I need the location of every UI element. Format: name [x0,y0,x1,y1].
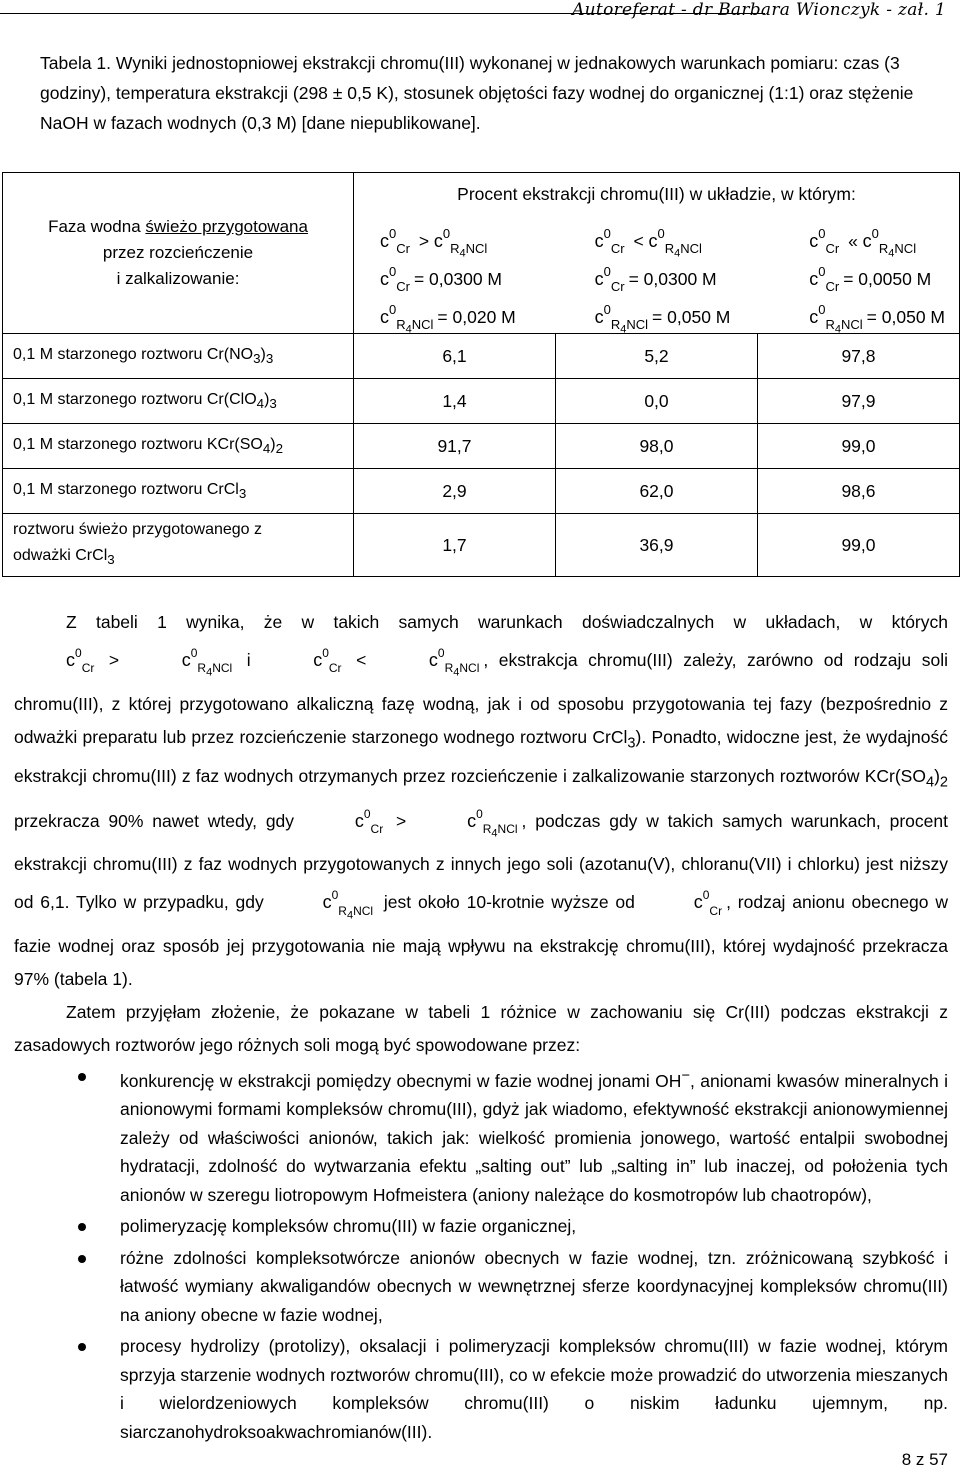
cond1c-cr: Cr [610,279,625,295]
p1-i: i [246,649,251,670]
p1-e: przekracza 90% nawet wtedy, gdy [14,810,295,831]
row-label-text: 0,1 M starzonego roztworu KCr(SO [13,435,263,453]
cond0d-zero: 0 [389,302,397,317]
cond1a-c-cr [595,222,625,261]
ic4a-r4ncl [338,903,374,922]
cond2a-zero: 0 [818,226,826,241]
ic1b-c-r4ncl [130,639,232,688]
row-label-mid: ) [270,435,276,453]
p1-a: Z tabeli 1 wynika, że w takich samych warunkach doświadczalnych w układach, w których [66,612,948,632]
bullet-text: konkurencję w ekstrakcji pomiędzy obecnymi w fazie wodnej jonami OH [120,1070,682,1091]
row-label-sub: 4 [256,396,265,412]
row-label-sub: 4 [262,441,271,457]
cond0d-r: R [396,317,406,333]
cond0d-four: 4 [405,323,412,336]
cond2c-c: c [809,268,819,289]
row-label-line1: roztworu świeżo przygotowanego z [13,520,263,538]
ic1b-r4ncl [197,661,233,679]
faza-underlined: świeżo przygotowana [145,217,308,236]
cond1d-r: R [610,317,621,333]
cond0b-c-r4ncl [434,222,487,266]
ic1b-c: c [181,649,191,670]
faza-header-cell [3,173,354,334]
cond2a-cr: Cr [825,241,840,257]
bullet-item [14,1062,948,1209]
row-label-text: odważki CrCl [13,546,108,564]
ic2-sign: < [345,649,377,670]
table-row [3,514,960,577]
formula-r4ncl [271,888,377,922]
cond0c-zero: 0 [389,264,397,279]
condition-2-cr-value: = 0,0300 M [628,268,717,289]
row-label [3,514,354,577]
row-label-sub2: 3 [269,396,277,412]
row-label-text: 0,1 M starzonego roztworu CrCl [13,480,239,498]
ic4a-c-r4ncl [271,881,373,930]
cond0d-ncl: NCl [411,317,434,333]
formula-gt-2 [303,806,522,840]
bullet-dot [78,1343,86,1351]
ic2b-four: 4 [453,666,460,679]
p1-h: , rodzaj anionu obecnego w fazie wodnej oraz sposób jej przygotowania nie mają wpływu na ekstrakcję chromu(III), której wydajność przekracza 97% (tabela 1). [14,892,948,990]
procent-header: Procent ekstrakcji chromu(III) w układzie, w którym: [354,173,960,216]
ic2a-zero: 0 [322,646,329,660]
bullet-item [14,1212,948,1241]
page-number: 8 z 57 [901,1450,948,1469]
cond0a-c-cr [380,222,410,261]
cond2b-c: c [862,230,872,251]
p1-g: jest około 10-krotnie wyższe od [383,892,635,913]
ic3a-zero: 0 [363,806,371,821]
row-value-3: 98,6 [757,469,959,514]
p1-sub2: 2 [939,774,948,791]
cond2c-cr: Cr [825,279,840,295]
bullet-item [14,1244,948,1330]
cond1d-four: 4 [620,323,627,336]
ic5a-c: c [693,892,703,913]
condition-1 [380,222,516,336]
ic1a-cr: Cr [81,661,95,676]
formula-ccr [642,888,726,918]
p1-d: ) [934,766,940,787]
cond0a-zero: 0 [389,226,397,241]
row-value-3: 99,0 [757,514,959,577]
row-label-line2 [13,543,353,573]
ic1a-zero: 0 [75,646,82,660]
row-label-mid: ) [264,390,270,408]
condition-2-sign: < [628,230,649,251]
cond0d-c: c [380,306,389,327]
ic2b-r: R [444,661,454,676]
cond1a-zero: 0 [603,226,611,241]
results-table [2,172,960,577]
row-label [3,379,354,424]
cond1c-zero: 0 [603,264,611,279]
ic1a-c: c [66,649,75,670]
row-value-1: 2,9 [354,469,556,514]
condition-3-cr-value: = 0,0050 M [843,268,932,289]
cond0a-c: c [380,230,389,251]
body-text [14,606,948,1449]
ic3-sign: > [387,810,416,831]
condition-3 [809,222,945,336]
cond1b-r4ncl [664,241,702,260]
cond0c-c-cr [380,260,410,299]
cond1d-ncl: NCl [626,317,649,333]
p1-c: ). Ponadto, widoczne jest, że wydajność ekstrakcji chromu(III) z faz wodnych otrzymanych przez rozcieńczenie i zalkalizowanie starzonych roztworów KCr(SO [14,726,948,787]
ic4a-r: R [338,903,347,918]
ic1-sign: > [98,649,130,670]
ic1b-zero: 0 [190,646,198,660]
cond2a-c: c [809,230,819,251]
cond1d-c-r4ncl [595,298,648,342]
cond1d-r4ncl [610,317,649,336]
ic3a-c-cr [303,800,383,844]
cond1a-cr: Cr [610,241,625,257]
condition-1-sign: > [413,230,434,251]
cond0b-r4ncl [450,241,488,260]
bullet-item [14,1332,948,1446]
bullet-text: różne zdolności kompleksotwórcze anionów obecnych w fazie wodnej, tzn. zróżnicowaną szybkość i łatwość wymiany akwaligandów obecnych w wewnętrznej sferze koordynacyjnej kompleksów chromu(III) na aniony obecne w fazie wodnej, [120,1247,948,1325]
cond2d-r4ncl [825,317,863,336]
table-caption: Tabela 1. Wyniki jednostopniowej ekstrakcji chromu(III) wykonanej w jednakowych warunkach pomiaru: czas (3 godziny), temperatura ekstrakcji (298 ± 0,5 K), stosunek objętości fazy wodnej do organicznej (1:1) oraz stężenie NaOH w fazach wodnych (0,3 M) [dane niepublikowane]. [40,53,914,133]
ic5a-cr: Cr [709,903,723,918]
ic3a-cr: Cr [370,822,384,837]
cond2d-four: 4 [834,323,841,336]
bullet-dot [78,1223,86,1231]
cond2c-c-cr [809,260,839,299]
ic4a-four: 4 [346,909,354,922]
ic5a-c-cr [642,881,722,925]
row-value-3: 97,8 [757,334,959,379]
condition-2 [594,222,731,336]
row-value-1: 1,4 [354,379,556,424]
row-label-sub: 3 [238,486,247,502]
ic3b-ncl: NCl [497,822,518,837]
cond0a-cr: Cr [396,241,410,257]
cond2d-c: c [809,306,819,327]
cond2a-c-cr [809,222,839,261]
bullet-text-post: , anionami kwasów mineralnych i anionowymi formami kompleksów chromu(III), gdyż jak wiadomo, efektywność ekstrakcji anionowymiennej zależy od właściwości anionów, takich jak: wielkość promienia jonowego, wartość entalpii swobodnej hydratacji, zdolność do wytwarzania efektu „salting out” lub „salting in” lub inaczej, od położenia tych anionów w szeregu liotropowym Hofmeistera (aniony należące do kosmotropów lub chaotropów), [120,1070,948,1205]
cond1b-zero: 0 [657,226,665,241]
cond0d-c-r4ncl [380,298,433,342]
row-value-2: 0,0 [555,379,757,424]
ic2b-c: c [428,649,438,670]
bullet-dot [78,1255,86,1263]
ic2b-r4ncl [444,661,480,679]
row-value-3: 99,0 [757,424,959,469]
bullet-dot [78,1073,86,1081]
cond0b-zero: 0 [442,226,451,241]
cond2d-r: R [825,317,835,333]
cond1b-four: 4 [674,247,681,260]
row-label [3,334,354,379]
condition-1-r-line [380,298,516,336]
faza-line2: przez rozcieńczenie [102,243,254,262]
formula-lt [261,646,483,679]
cond1b-ncl: NCl [680,241,702,257]
row-value-1: 6,1 [354,334,556,379]
faza-line3: i zalkalizowanie: [116,269,240,288]
row-label-sub2: 2 [275,441,284,457]
ic3a-c: c [354,810,364,831]
ic2b-ncl: NCl [459,661,480,676]
ic5a-zero: 0 [702,888,710,903]
cond1a-c: c [594,230,604,251]
cond1d-zero: 0 [603,302,611,317]
row-label-mid: ) [260,345,266,363]
ic2a-c-cr [261,639,341,683]
ic1b-four: 4 [206,666,213,679]
cond0b-c: c [433,230,443,251]
cond0d-r4ncl [396,317,434,336]
cond0c-c: c [380,268,389,289]
bullet-list [14,1062,948,1446]
conditions-cell [354,215,960,334]
row-value-2: 98,0 [555,424,757,469]
ic3b-c-r4ncl [415,800,517,849]
header-text: Autoreferat - dr Barbara Wionczyk - zał. 1 [572,0,946,20]
ic1b-ncl: NCl [212,661,233,676]
cond1c-c: c [594,268,604,289]
ic3b-r4ncl [482,822,518,840]
p1-f: , podczas gdy w takich samych warunkach, procent ekstrakcji chromu(III) z faz wodnych przygotowanych z innych jego soli (azotanu(V), chloranu(VII) i chlorku) jest niższy od 6,1. Tylko w przypadku, gdy [14,810,948,913]
condition-2-r-value: = 0,050 M [652,306,731,327]
bullet-text: procesy hydrolizy (protolizy), oksalacji i polimeryzacji kompleksów chromu(III) w fazie wodnej, którym sprzyja starzenie wodnych roztworów chromu(III), co w efekcie może prowadzić do utworzenia mieszanych i wielordzeniowych kompleksów chromu(III) o niskim ładunku ujemnym, np. siarczanohydroksoakwachromianów(III). [120,1336,948,1442]
row-value-1: 1,7 [354,514,556,577]
cond1b-c-r4ncl [649,222,702,266]
paragraph-2: Zatem przyjęłam złożenie, że pokazane w tabeli 1 różnice w zachowaniu się Cr(III) podczas ekstrakcji z zasadowych roztworów jego różnych soli mogą być spowodowane przez: [14,1002,948,1056]
ic2a-cr: Cr [328,661,342,676]
ic2a-c: c [313,649,323,670]
row-label-text: 0,1 M starzonego roztworu Cr(NO [13,345,254,363]
cond2b-zero: 0 [871,226,879,241]
ic3b-r: R [482,822,492,837]
cond2b-r4ncl [878,241,917,260]
condition-1-r-value: = 0,020 M [437,306,516,327]
cond2c-zero: 0 [818,264,826,279]
cond1c-c-cr [595,260,625,299]
row-value-2: 5,2 [555,334,757,379]
p1-sub4: 4 [925,774,935,791]
cond0b-ncl: NCl [465,241,488,257]
row-label-text: 0,1 M starzonego roztworu Cr(ClO [13,390,257,408]
conditions-wrap [354,222,959,336]
condition-3-sign: « [843,230,863,251]
row-label-sub2: 3 [265,351,274,367]
table-rows [3,334,960,577]
cond1d-c: c [594,306,604,327]
table-row [3,424,960,469]
row-label-sub: 3 [253,351,261,367]
cond0b-four: 4 [459,247,466,260]
cond2d-c-r4ncl [809,298,862,342]
row-label [3,469,354,514]
row-label-sub: 3 [107,552,115,568]
p1-b: , ekstrakcja chromu(III) zależy, zarówno od rodzaju soli chromu(III), z której przygotowano alkaliczną fazę wodną, jak i od sposobu przygotowania tej fazy (bezpośrednio z odważki preparatu lub przez rozcieńczenie starzonego wodnego roztworu CrCl [14,649,948,747]
table-row [3,469,960,514]
condition-2-r-line [594,298,731,336]
row-value-2: 62,0 [555,469,757,514]
ic3b-c: c [467,810,477,831]
cond2b-c-r4ncl [863,222,916,266]
condition-3-relation [809,222,945,260]
table-row [3,379,960,424]
bullet-sup: − [681,1068,690,1085]
faza-line1: Faza wodna [48,217,146,236]
ic4a-c: c [322,892,332,913]
ic2b-c-r4ncl [377,639,479,688]
condition-1-relation [380,222,516,260]
ic4a-ncl: NCl [353,903,374,918]
row-value-2: 36,9 [555,514,757,577]
cond2b-r: R [878,241,889,257]
cond1b-c: c [648,230,658,251]
cond1b-r: R [664,241,675,257]
page-header [0,0,960,30]
ic1b-r: R [197,661,207,676]
condition-1-cr-value: = 0,0300 M [413,268,502,289]
ic4a-zero: 0 [331,888,339,903]
condition-2-relation [594,222,731,260]
formula-gt [14,646,236,679]
row-value-3: 97,9 [757,379,959,424]
cond0c-cr: Cr [396,279,410,295]
cond2b-four: 4 [888,247,895,260]
ic1a-c-cr [14,639,94,683]
condition-3-r-value: = 0,050 M [866,306,945,327]
paragraph-1 [14,606,948,996]
cond2d-ncl: NCl [841,317,863,333]
cond2d-zero: 0 [818,302,826,317]
ic3b-zero: 0 [476,806,483,821]
row-label [3,424,354,469]
cond0b-r: R [450,241,460,257]
p1-sub3: 3 [627,735,636,752]
ic2b-zero: 0 [437,646,445,660]
bullet-text: polimeryzację kompleksów chromu(III) w fazie organicznej, [120,1216,577,1237]
row-value-1: 91,7 [354,424,556,469]
cond2b-ncl: NCl [894,241,917,257]
condition-3-r-line [809,298,945,336]
ic3b-four: 4 [491,827,498,840]
